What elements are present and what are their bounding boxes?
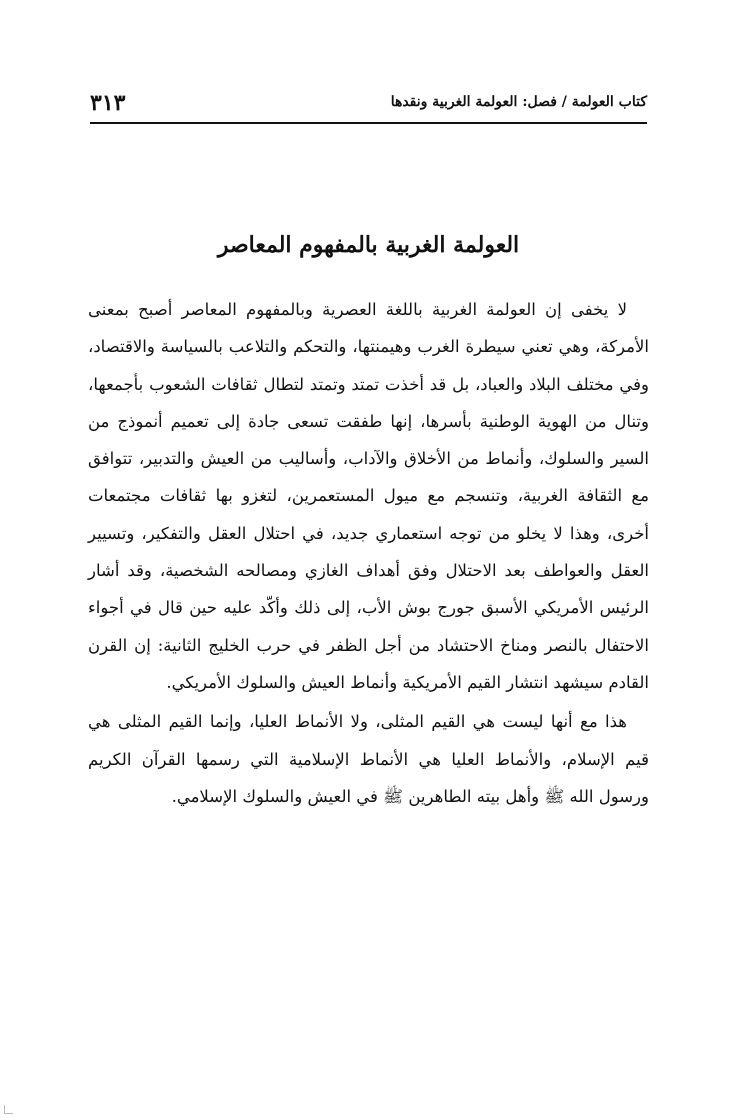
page-number: ٣١٣ <box>90 90 126 116</box>
paragraph-2: هذا مع أنها ليست هي القيم المثلى، ولا الأنماط العليا، وإنما القيم المثلى هي قيم الإسلام، والأنماط العليا هي الأنماط الإسلامية التي رسمها القرآن الكريم ورسول الله ﷺ وأهل بيته الطاهرين ﷺ في العيش والسلوك الإسلامي. <box>88 712 649 806</box>
paragraph-1: لا يخفى إن العولمة الغربية باللغة العصرية وبالمفهوم المعاصر أصبح بمعنى الأمركة، وهي تعني سيطرة الغرب وهيمنتها، والتحكم والتلاعب بالسياسة والاقتصاد، وفي مختلف البلاد والعباد، بل قد أخذت تمتد وتمتد لتطال ثقافات الشعوب بأجمعها، وتنال من الهوية الوطنية بأسرها، إنها طفقت تسعى جادة إلى تعميم أنموذج من السير والسلوك، وأنماط من الأخلاق والآداب، وأساليب من العيش والتدبير، تتوافق مع الثقافة الغربية، وتنسجم مع ميول المستعمرين، لتغزو بها ثقافات مجتمعات أخرى، وهذا لا يخلو من توجه استعماري جديد، في احتلال العقل والتفكير، وتسيير العقل والعواطف بعد الاحتلال وفق أهداف الغازي ومصالحه الشخصية، وقد أشار الرئيس الأمريكي الأسبق جورج بوش الأب، إلى ذلك وأكّد عليه حين قال في أجواء الاحتفال بالنصر ومناخ الاحتشاد من أجل الظفر في حرب الخليج الثانية: إن القرن القادم سيشهد انتشار القيم الأمريكية وأنماط العيش والسلوك الأمريكي. <box>88 300 649 692</box>
body-text <box>88 291 649 815</box>
running-header <box>90 88 647 124</box>
section-title: العولمة الغربية بالمفهوم المعاصر <box>217 232 520 258</box>
scan-corner-mark <box>4 1105 13 1114</box>
running-title: كتاب العولمة / فصل: العولمة الغربية ونقدها <box>390 94 647 110</box>
